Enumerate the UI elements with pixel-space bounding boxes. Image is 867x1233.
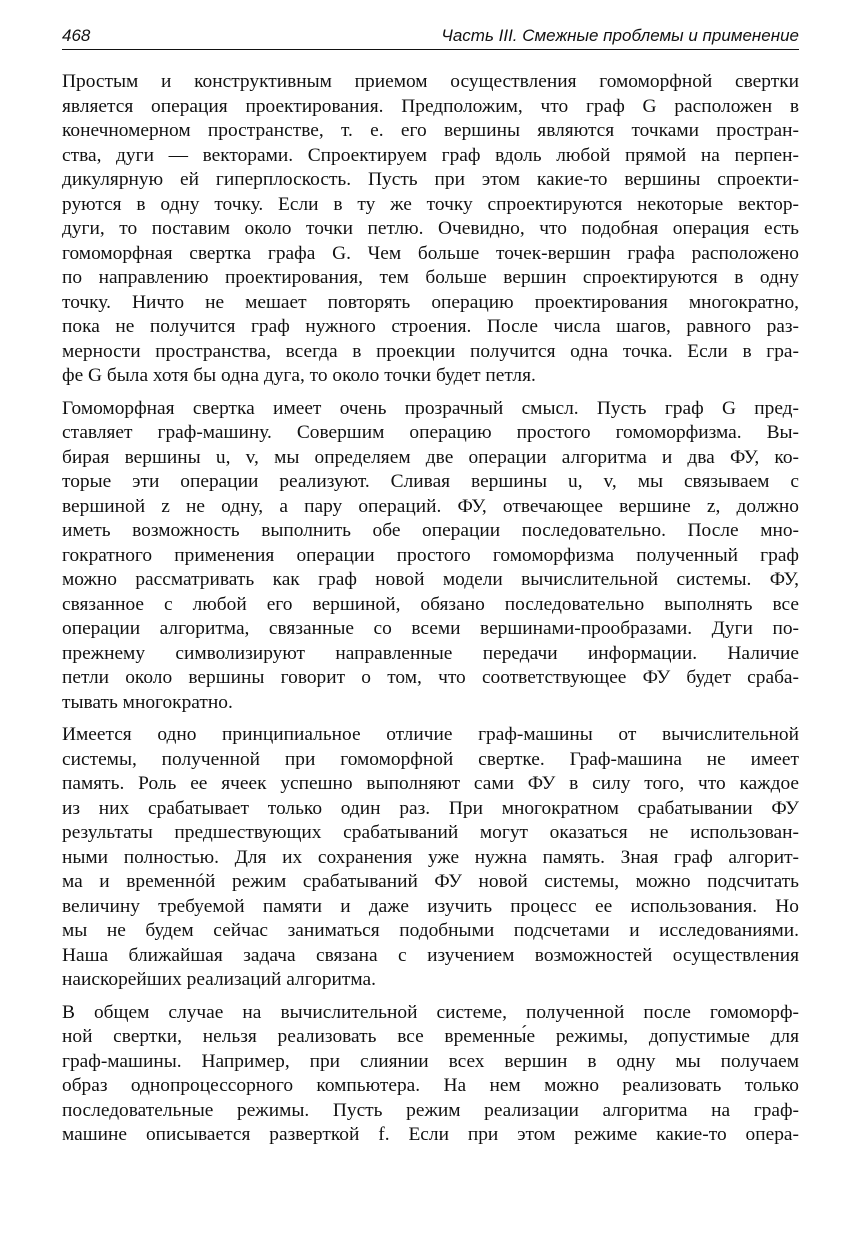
text-line: образ однопроцессорного компьютера. На нем можно реализовать только — [62, 1075, 799, 1096]
text-line: наискорейших реализаций алгоритма. — [62, 969, 376, 990]
text-line: фе G была хотя бы одна дуга, то около точки будет петля. — [62, 365, 536, 386]
text-line: точку. Ничто не мешает повторять операцию проектирования многократно, — [62, 291, 799, 313]
text-line: В общем случае на вычислительной системе, полученной после гомоморф- — [62, 1001, 799, 1023]
text-line: бирая вершины u, v, мы определяем две операции алгоритма и два ФУ, ко- — [62, 446, 799, 468]
text-line: является операция проектирования. Предположим, что граф G расположен в — [62, 95, 799, 117]
text-line: гократного применения операции простого гомоморфизма полученный граф — [62, 544, 799, 566]
text-line: конечномерном пространстве, т. е. его вершины являются точками простран- — [62, 120, 799, 141]
text-line: операции алгоритма, связанные со всеми вершинами-прообразами. Дуги по- — [62, 618, 799, 639]
text-line: связанное с любой его вершиной, обязано последовательно выполнять все — [62, 593, 799, 615]
text-line: дуги, то поставим около точки петлю. Очевидно, что подобная операция есть — [62, 218, 799, 239]
text-line: Наша ближайшая задача связана с изучением возможностей осуществления — [62, 944, 799, 966]
section-title: Часть III. Смежные проблемы и применение — [441, 26, 799, 45]
text-line: тывать многократно. — [62, 691, 233, 713]
paragraph-1 — [62, 70, 799, 389]
text-line: последовательные режимы. Пусть режим реализации алгоритма на граф- — [62, 1099, 799, 1121]
text-line: ставляет граф-машину. Совершим операцию простого гомоморфизма. Вы- — [62, 422, 799, 443]
text-line: петли около вершины говорит о том, что соответствующее ФУ будет сраба- — [62, 667, 799, 688]
text-line: дикулярную ей гиперплоскость. Пусть при этом какие-то вершины спроекти- — [62, 169, 799, 190]
paragraph-3 — [62, 723, 799, 993]
text-line: машине описывается разверткой f. Если при этом режиме какие-то опера- — [62, 1124, 799, 1145]
text-line: прежнему символизируют направленные передачи информации. Наличие — [62, 642, 799, 664]
text-line: Имеется одно принципиальное отличие граф-машины от вычислительной — [62, 724, 799, 745]
text-line: результаты предшествующих срабатываний могут оказаться не использован- — [62, 822, 799, 843]
text-line: из них срабатывает только один раз. При многократном срабатывании ФУ — [62, 797, 799, 819]
text-line: системы, полученной при гомоморфной свертке. Граф-машина не имеет — [62, 748, 799, 770]
text-line: ма и временнóй режим срабатываний ФУ новой системы, можно подсчитать — [62, 871, 799, 892]
text-line: ства, дуги — векторами. Спроектируем граф вдоль любой прямой на перпен- — [62, 144, 799, 166]
running-head — [62, 26, 799, 50]
text-line: можно рассматривать как граф новой модели вычислительной системы. ФУ, — [62, 569, 799, 590]
text-line: мерности пространства, всегда в проекции получится одна точка. Если в гра- — [62, 340, 799, 362]
paragraph-4 — [62, 1001, 799, 1148]
text-line: величину требуемой памяти и даже изучить процесс ее использования. Но — [62, 895, 799, 917]
text-line: пока не получится граф нужного строения. После числа шагов, равного раз- — [62, 316, 799, 337]
book-page — [62, 26, 799, 1148]
text-line: Гомоморфная свертка имеет очень прозрачный смысл. Пусть граф G пред- — [62, 397, 799, 419]
text-line: по направлению проектирования, тем больше вершин спроектируются в одну — [62, 267, 799, 288]
page-number: 468 — [62, 26, 91, 45]
text-line: Простым и конструктивным приемом осуществления гомоморфной свертки — [62, 71, 799, 92]
text-line: ной свертки, нельзя реализовать все временны́е режимы, допустимые для — [62, 1026, 799, 1047]
body-text — [62, 70, 799, 1148]
paragraph-2 — [62, 397, 799, 716]
text-line: вершиной z не одну, а пару операций. ФУ, отвечающее вершине z, должно — [62, 495, 799, 517]
text-line: ными полностью. Для их сохранения уже нужна память. Зная граф алгорит- — [62, 846, 799, 868]
text-line: руются в одну точку. Если в ту же точку спроектируются некоторые вектор- — [62, 193, 799, 215]
text-line: иметь возможность выполнить обе операции последовательно. После мно- — [62, 520, 799, 541]
text-line: память. Роль ее ячеек успешно выполняют сами ФУ в силу того, что каждое — [62, 773, 799, 794]
text-line: граф-машины. Например, при слиянии всех вершин в одну мы получаем — [62, 1050, 799, 1072]
text-line: торые эти операции реализуют. Сливая вершины u, v, мы связываем с — [62, 471, 799, 492]
text-line: гомоморфная свертка графа G. Чем больше точек-вершин графа расположено — [62, 242, 799, 264]
text-line: мы не будем сейчас заниматься подобными подсчетами и исследованиями. — [62, 920, 799, 941]
